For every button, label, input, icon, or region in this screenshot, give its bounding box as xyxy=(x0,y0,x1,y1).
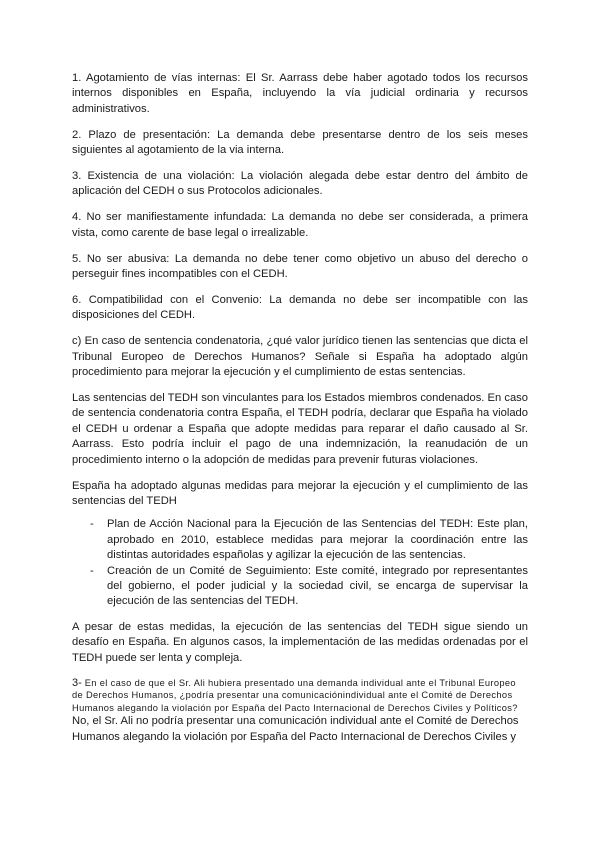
answer-c-paragraph-3: A pesar de estas medidas, la ejecución de las sentencias del TEDH sigue siendo un desafío en España. En algunos casos, la implementación de las medidas ordenadas por el TEDH puede ser lenta y compleja. xyxy=(72,620,528,664)
bullet-dash: - xyxy=(90,564,94,577)
measure-text: Plan de Acción Nacional para la Ejecución de las Sentencias del TEDH: Este plan, aprobado en 2010, establece medidas para mejorar la coordinación entre las distintas autoridades españolas y agilizar la ejecución de las sentencias. xyxy=(107,518,528,562)
condition-4: 4. No ser manifiestamente infundada: La demanda no debe ser considerada, a primera vista, como carente de base legal o irrealizable. xyxy=(72,211,528,239)
bullet-dash: - xyxy=(90,518,94,531)
answer-c-paragraph-2: España ha adoptado algunas medidas para mejorar la ejecución y el cumplimiento de las sentencias del TEDH xyxy=(72,479,528,507)
measures-list xyxy=(72,517,528,609)
answer-c-paragraph-1: Las sentencias del TEDH son vinculantes para los Estados miembros condenados. En caso de sentencia condenatoria contra España, el TEDH podría, declarar que España ha violado el CEDH u ordenar a España que adopte medidas para reparar el daño causado al Sr. Aarrass. Esto podría incluir el pago de una indemnización, la reanudación de un procedimiento interno o la adopción de medidas para prevenir futuras violaciones. xyxy=(72,392,528,466)
condition-6: 6. Compatibilidad con el Convenio: La demanda no debe ser incompatible con las disposiciones del CEDH. xyxy=(72,293,528,322)
answer-3: No, el Sr. Ali no podría presentar una comunicación individual ante el Comité de Derechos Humanos alegando la violación por España del Pacto Internacional de Derechos Civiles y xyxy=(72,715,519,743)
condition-1: 1. Agotamiento de vías internas: El Sr. Aarrass debe haber agotado todos los recursos internos disponibles en España, incluyendo la vía judicial ordinaria y recursos administrativos. xyxy=(72,72,528,115)
list-item xyxy=(72,564,528,610)
condition-2: 2. Plazo de presentación: La demanda debe presentarse dentro de los seis meses siguientes al agotamiento de la via interna. xyxy=(72,128,528,157)
question-3-number: 3- xyxy=(72,676,82,689)
question-3-text: En el caso de que el Sr. Ali hubiera presentado una demanda individual ante el Tribunal Europeo de Derechos Humanos, ¿podría presentar una comunicaciónindividual ante el Comité de Derechos Humanos alegando la violación por España del Pacto Internacional de Derechos Civiles y Políticos? xyxy=(72,677,518,713)
condition-3: 3. Existencia de una violación: La violación alegada debe estar dentro del ámbito de aplicación del CEDH o sus Protocolos adicionales. xyxy=(72,170,528,198)
condition-5: 5. No ser abusiva: La demanda no debe tener como objetivo un abuso del derecho o perseguir fines incompatibles con el CEDH. xyxy=(72,252,528,281)
list-item xyxy=(72,517,528,563)
measure-text: Creación de un Comité de Seguimiento: Este comité, integrado por representantes del gobierno, el poder judicial y la sociedad civil, se encarga de supervisar la ejecución de las sentencias del TEDH. xyxy=(107,564,528,608)
question-3 xyxy=(72,677,528,715)
question-c: c) En caso de sentencia condenatoria, ¿qué valor jurídico tienen las sentencias que dicta el Tribunal Europeo de Derechos Humanos? Señale si España ha adoptado algún procedimiento para mejorar la ejecución y el cumplimiento de estas sentencias. xyxy=(72,335,528,379)
